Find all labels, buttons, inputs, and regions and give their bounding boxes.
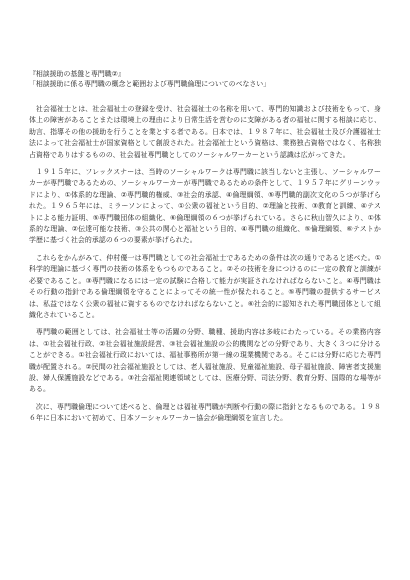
paragraph-3: これらをかんがみて、仲村優一は専門職としての社会福祉士であるための条件は次の通りであると述べた。①科学的理論に基づく専門の技術の体系をもつものであること。②その技術を身につけるのに一定の教育と訓練が必要であること。③専門職になるには一定の試験に合格して能力が実証されなければならないこと。④専門職はその行動の指針である倫理綱領を守ることによってその統一性が保たれること。⑤専門職の提供するサービスは、私益ではなく公衆の福祉に資するものでなければならないこと。⑥社会的に認知された専門職団体として組織化されていること。 [29,253,381,319]
paragraph-1: 社会福祉士とは、社会福祉士の登録を受け、社会福祉士の名称を用いて、専門的知識および技術をもって、身体上の障害があることまたは環境上の理由により日常生活を営むのに支障がある者の福祉に関する相談に応じ、助言、指導その他の援助を行うことを業とする者である。日本では、１９８７年に、社会福祉士及び介護福祉士法によって社会福祉士が国家資格として創設された。社会福祉士という資格は、業務独占資格ではなく、名称独占資格でありはするものの、社会福祉専門職としてのソーシャルワーカーという認識は広がってきた。 [29,105,381,159]
paragraph-4: 専門職の範囲としては、社会福祉士等の活躍の分野、職種、援助内容は多岐にわたっている。その業務内容は、①社会福祉行政、②社会福祉施設経営、③社会福祉施設の公的機関などの分野であり、大きく３つに分けることができる。①社会福祉行政においては、福祉事務所が第一線の現業機関である。そこには分野に応じた専門職が配置される。②民間の社会福祉施設としては、老人福祉施設、児童福祉施設、母子福祉施設、障害者支援施設、婦人保護施設などである。③社会福祉関連領域としては、医療分野、司法分野、教育分野、国際的な場等がある。 [29,328,381,394]
document-subtitle: 「相談援助に係る専門職の概念と範囲および専門職倫理についてのべなさい」 [29,80,271,88]
paragraph-2: １９１５年に、フレックスナーは、当時のソーシャルワークは専門職に該当しないと主張し、ソーシャルワーカーが専門職であるための、ソーシャルワーカーが専門職であるための条件として、１９５７年にグリーンウッドにより、①体系的な理論、②専門職的権威、③社会的承認、④倫理綱領、⑤専門職的副次文化の５つが挙げられた。１９６５年には、ミラーソンによって、①公衆の福祉という目的、②理論と技術、③教育と訓練、④テストによる能力証明、⑤専門職団体の組織化、⑥倫理綱領の６つが挙げられている。さらに秋山智久により、①体系的な理論、②伝達可能な技術、③公共の関心と福祉という目的、④専門職の組織化、⑤倫理綱領、⑥テストか学歴に基づく社会的承認の６つの要素が挙げられた。 [29,168,381,245]
document-title: 『相談援助の基盤と専門職②』 [29,70,125,78]
paragraph-5: 次に、専門職倫理について述べると、倫理とは福祉専門職が判断や行動の際に指針となるものである。１９８６年に日本において初めて、日本ソーシャルワーカー協会が倫理綱領を宣言した。 [29,402,381,423]
